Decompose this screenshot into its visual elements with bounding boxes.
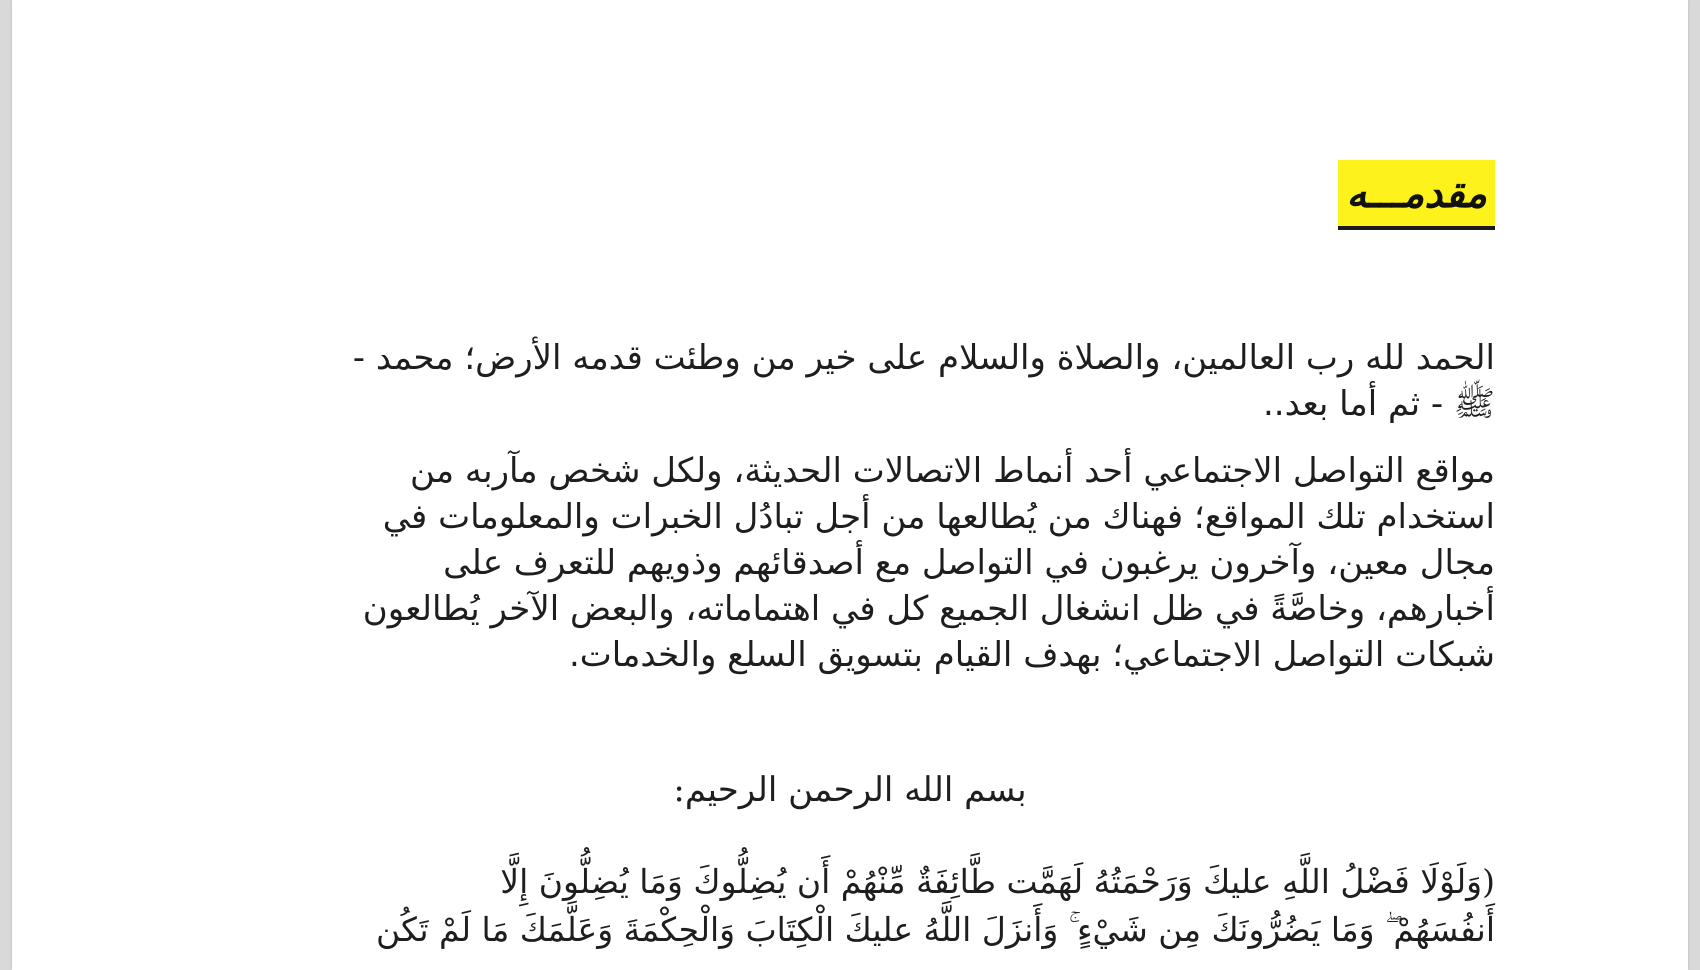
intro-paragraph	[195, 335, 1495, 427]
intro-line: ﷺ - ثم أما بعد..	[1262, 384, 1495, 424]
body-line: أخبارهم، وخاصَّةً في ظل انشغال الجميع كل في اهتماماته، والبعض الآخر يُطالعون	[362, 589, 1495, 629]
body-line: مواقع التواصل الاجتماعي أحد أنماط الاتصالات الحديثة، ولكل شخص مآربه من	[409, 451, 1495, 491]
body-line: شبكات التواصل الاجتماعي؛ بهدف القيام بتسويق السلع والخدمات.	[568, 635, 1495, 675]
intro-line: الحمد لله رب العالمين، والصلاة والسلام على خير من وطئت قدمه الأرض؛ محمد -	[352, 338, 1495, 378]
verse-line: أَنفُسَهُمْ ۖ وَمَا يَضُرُّونَكَ مِن شَيْءٍ ۚ وَأَنزَلَ اللَّهُ عليكَ الْكِتَابَ وَالْحِكْمَةَ وَعَلَّمَكَ مَا لَمْ تَكُن	[375, 910, 1495, 949]
bismillah-heading: بسم الله الرحمن الرحيم:	[673, 770, 1027, 810]
title-wrapper	[1338, 160, 1495, 230]
verse-line: (وَلَوْلَا فَضْلُ اللَّهِ عليكَ وَرَحْمَتُهُ لَهَمَّت طَّائِفَةٌ مِّنْهُمْ أَن يُضِلُّوكَ وَمَا يُضِلُّونَ إِلَّا	[500, 862, 1495, 901]
body-line: مجال معين، وآخرون يرغبون في التواصل مع أصدقائهم وذويهم للتعرف على	[443, 543, 1495, 583]
document-page	[12, 0, 1688, 970]
quran-verse	[195, 858, 1495, 954]
body-line: استخدام تلك المواقع؛ فهناك من يُطالعها من أجل تبادُل الخبرات والمعلومات في	[382, 497, 1495, 537]
body-paragraph	[195, 448, 1495, 678]
page-title: مقدمـــه	[1338, 160, 1495, 230]
